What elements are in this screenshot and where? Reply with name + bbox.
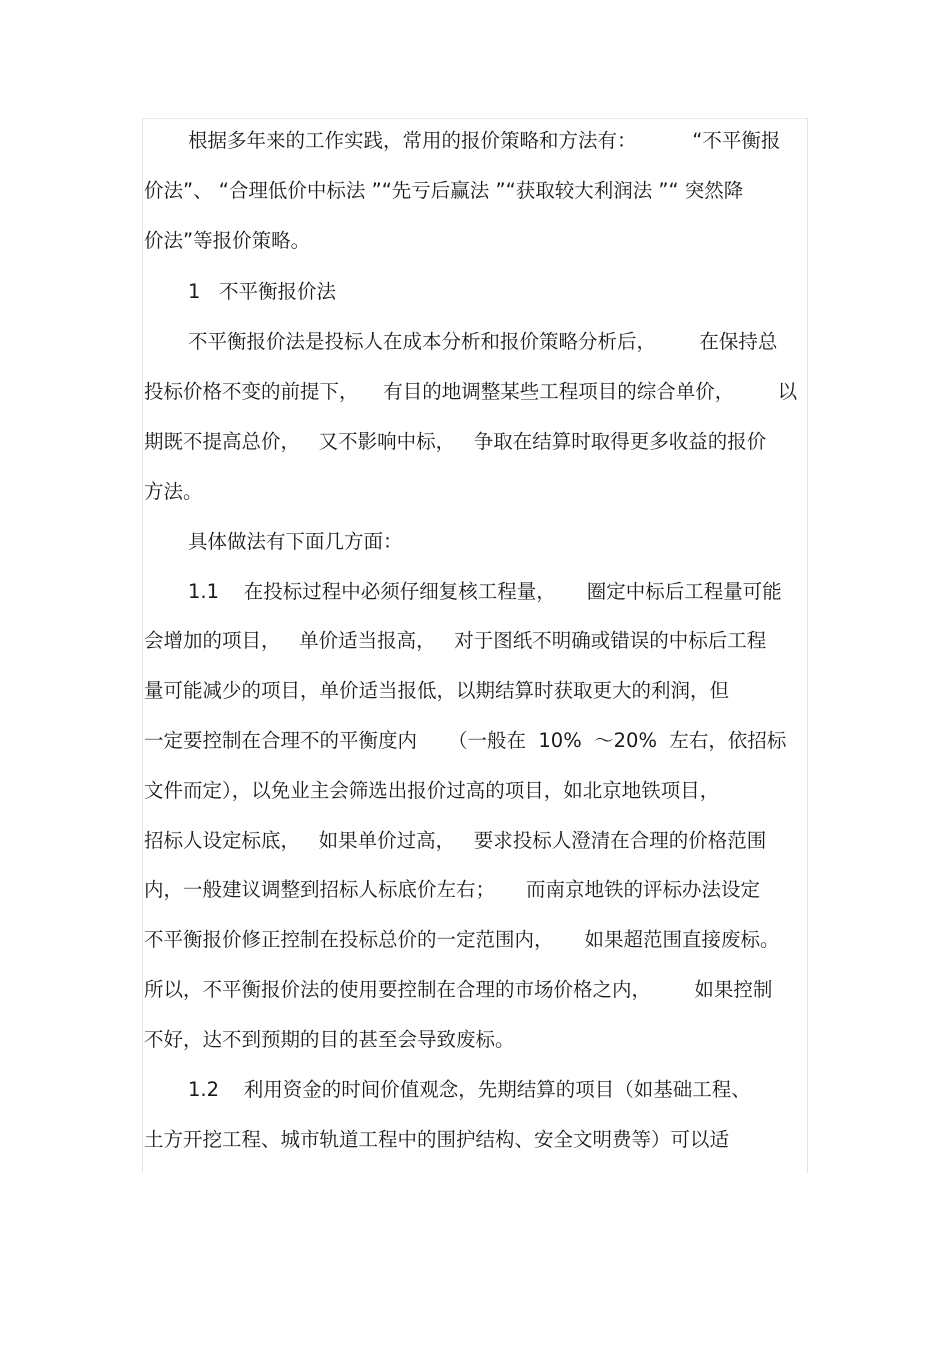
text-line: 价法”、 “合理低价中标法 ”“先亏后赢法 ”“获取较大利润法 ”“ 突然降 xyxy=(144,179,744,202)
text-line: 1.1 在投标过程中必须仔细复核工程量， 圈定中标后工程量可能 xyxy=(188,580,782,603)
text-line: 1.2 利用资金的时间价值观念，先期结算的项目（如基础工程、 xyxy=(188,1078,751,1101)
text-line: 不好，达不到预期的目的甚至会导致废标。 xyxy=(144,1028,515,1051)
text-line: 文件而定），以免业主会筛选出报价过高的项目，如北京地铁项目， xyxy=(144,779,720,802)
text-line: 量可能减少的项目，单价适当报低，以期结算时获取更大的利润，但 xyxy=(144,679,730,702)
text-line: 具体做法有下面几方面： xyxy=(188,530,403,553)
text-line: 所以，不平衡报价法的使用要控制在合理的市场价格之内， 如果控制 xyxy=(144,978,773,1001)
text-line: 方法。 xyxy=(144,480,203,503)
text-line: 会增加的项目， 单价适当报高， 对于图纸不明确或错误的中标后工程 xyxy=(144,629,767,652)
text-line: 土方开挖工程、城市轨道工程中的围护结构、安全文明费等）可以适 xyxy=(144,1128,730,1151)
text-line: 内，一般建议调整到招标人标底价左右； 而南京地铁的评标办法设定 xyxy=(144,878,760,901)
section-heading: 1 不平衡报价法 xyxy=(188,280,337,303)
text-line: 一定要控制在合理不的平衡度内 （一般在 10% ～20% 左右，依招标 xyxy=(144,729,787,752)
text-line: 期既不提高总价， 又不影响中标， 争取在结算时取得更多收益的报价 xyxy=(144,430,767,453)
text-line: 价法”等报价策略。 xyxy=(144,229,311,252)
text-line: 根据多年来的工作实践，常用的报价策略和方法有： “不平衡报 xyxy=(188,129,781,152)
text-line: 不平衡报价法是投标人在成本分析和报价策略分析后， 在保持总 xyxy=(188,330,778,353)
text-line: 不平衡报价修正控制在投标总价的一定范围内， 如果超范围直接废标。 xyxy=(144,928,780,951)
text-line: 招标人设定标底， 如果单价过高， 要求投标人澄清在合理的价格范围 xyxy=(144,829,767,852)
text-line: 投标价格不变的前提下， 有目的地调整某些工程项目的综合单价， 以 xyxy=(144,380,798,403)
